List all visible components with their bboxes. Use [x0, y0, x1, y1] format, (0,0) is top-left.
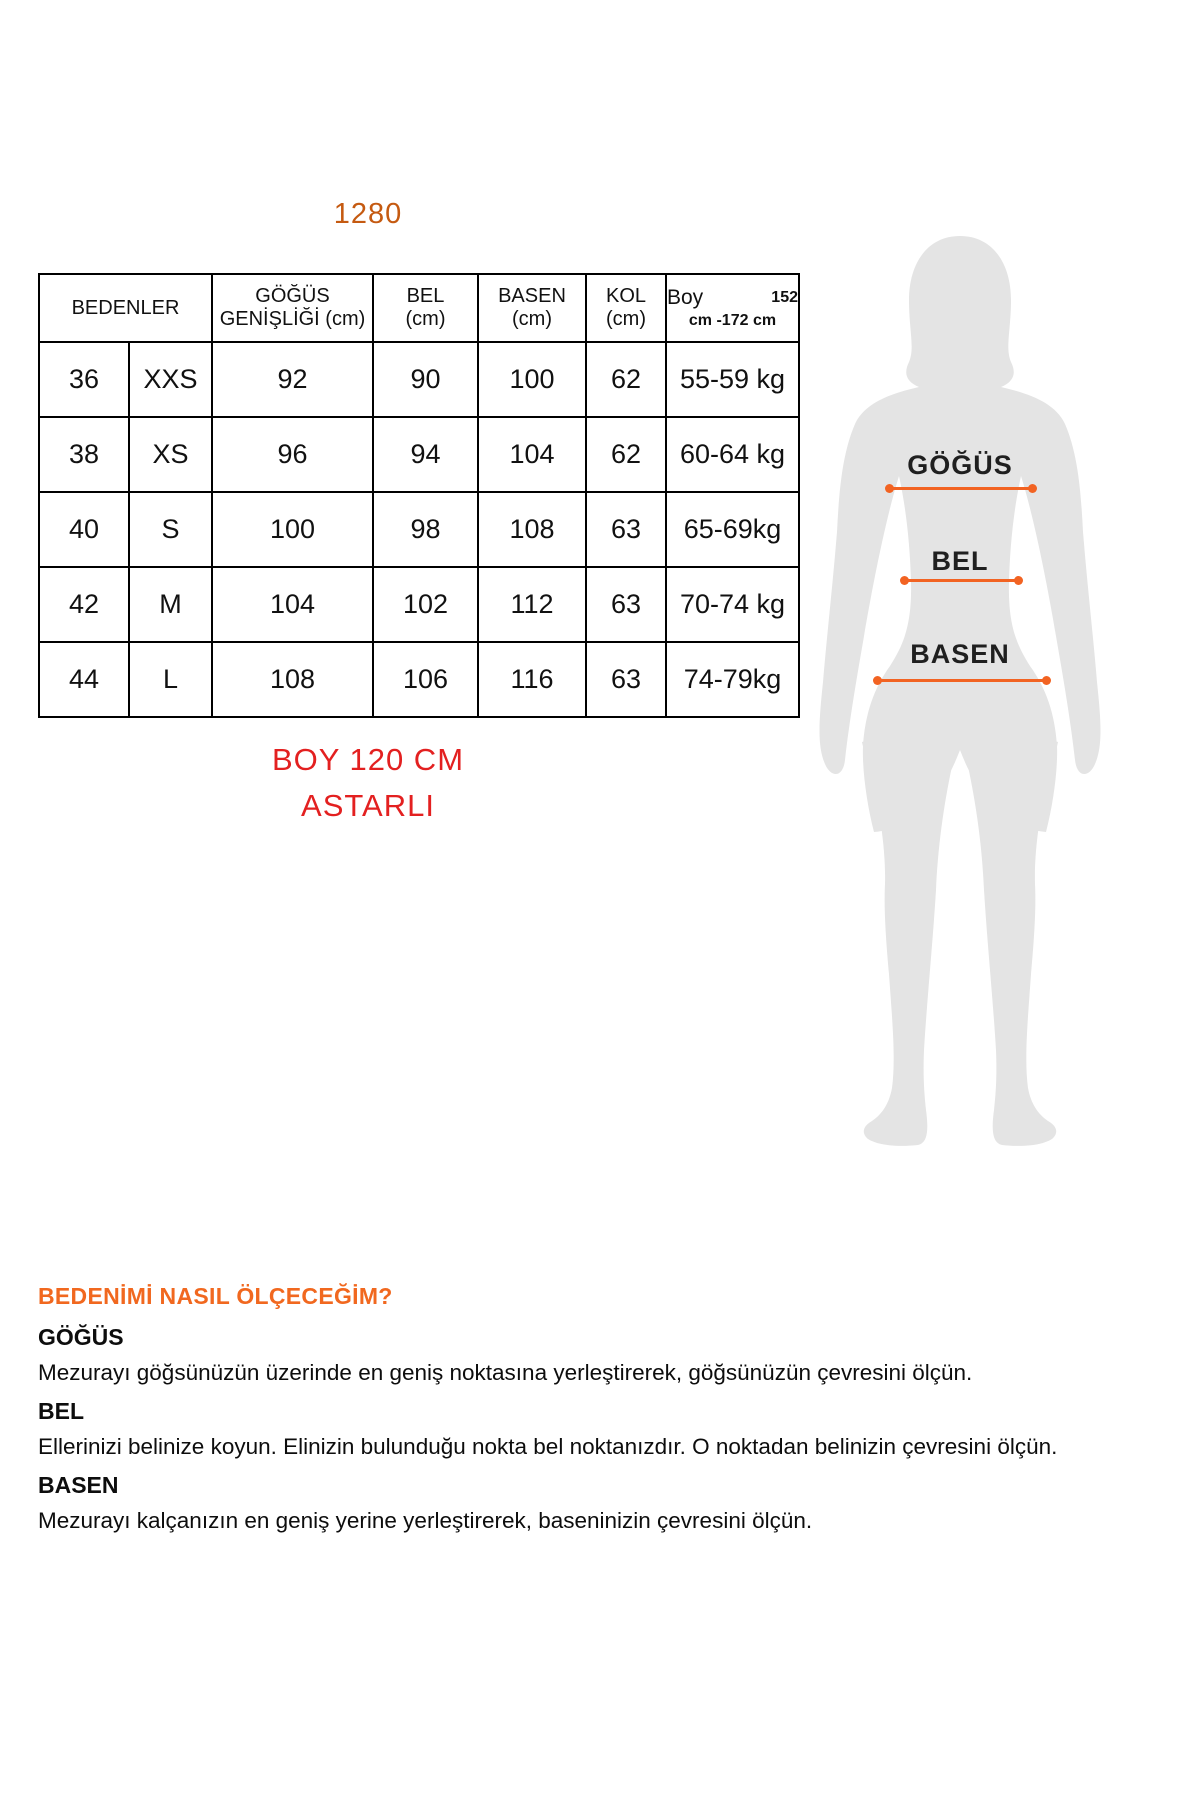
- length-note-line2: ASTARLI: [301, 788, 435, 823]
- table-cell: 55-59 kg: [666, 342, 799, 417]
- header-row: [39, 274, 799, 342]
- chest-measure-line: [888, 487, 1034, 490]
- table-cell: 106: [373, 642, 478, 717]
- header-height-range: cm -172 cm: [688, 311, 777, 329]
- table-cell: L: [129, 642, 212, 717]
- header-waist-line1: BEL: [406, 285, 445, 307]
- header-chest-line2: GENİŞLİĞİ (cm): [219, 308, 366, 330]
- length-note-line1: BOY 120 CM: [271, 742, 465, 777]
- product-code-title: 1280: [333, 198, 403, 230]
- table-cell: 100: [478, 342, 586, 417]
- table-row: [39, 642, 799, 717]
- guide-waist-title: BEL: [38, 1397, 84, 1424]
- header-hip: BASEN (cm): [478, 274, 586, 342]
- table-row: [39, 417, 799, 492]
- table-cell: S: [129, 492, 212, 567]
- table-row: [39, 342, 799, 417]
- measuring-guide: [38, 1283, 1164, 1540]
- table-row: [39, 567, 799, 642]
- table-cell: 96: [212, 417, 373, 492]
- table-cell: M: [129, 567, 212, 642]
- table-cell: 108: [478, 492, 586, 567]
- guide-chest-title: GÖĞÜS: [38, 1324, 124, 1350]
- line-endpoint-dot: [1028, 484, 1037, 493]
- table-cell: 104: [212, 567, 373, 642]
- line-endpoint-dot: [900, 576, 909, 585]
- hip-measure-line: [876, 679, 1048, 682]
- size-table: [38, 273, 800, 718]
- table-cell: 92: [212, 342, 373, 417]
- table-cell: 74-79kg: [666, 642, 799, 717]
- table-row: [39, 492, 799, 567]
- header-height-value: 152: [771, 288, 798, 306]
- table-cell: 108: [212, 642, 373, 717]
- line-endpoint-dot: [873, 676, 882, 685]
- header-arm-line1: KOL: [605, 285, 647, 307]
- table-cell: 70-74 kg: [666, 567, 799, 642]
- guide-waist-text: Ellerinizi belinize koyun. Elinizin bulunduğu nokta bel noktanızdır. O noktadan belinizin çevresini ölçün.: [38, 1433, 1058, 1459]
- table-cell: 102: [373, 567, 478, 642]
- header-arm: [586, 274, 666, 342]
- table-cell: 63: [586, 642, 666, 717]
- table-cell: 60-64 kg: [666, 417, 799, 492]
- header-sizes: BEDENLER: [39, 274, 212, 342]
- guide-heading: BEDENİMİ NASIL ÖLÇECEĞİM?: [38, 1283, 393, 1309]
- table-cell: 116: [478, 642, 586, 717]
- table-cell: XXS: [129, 342, 212, 417]
- table-cell: 63: [586, 567, 666, 642]
- table-cell: 40: [39, 492, 129, 567]
- female-body-silhouette: [760, 230, 1160, 1150]
- figure-waist-label: BEL: [931, 546, 989, 576]
- table-cell: 94: [373, 417, 478, 492]
- table-cell: 112: [478, 567, 586, 642]
- measurement-figure: [760, 230, 1160, 1150]
- line-endpoint-dot: [1014, 576, 1023, 585]
- guide-chest-text: Mezurayı göğsünüzün üzerinde en geniş noktasına yerleştirerek, göğsünüzün çevresini ölçün.: [38, 1360, 973, 1385]
- guide-hip-title: BASEN: [38, 1471, 119, 1498]
- figure-chest-label: GÖĞÜS: [907, 450, 1013, 480]
- table-cell: 42: [39, 567, 129, 642]
- header-waist-line2: (cm): [405, 308, 446, 330]
- table-cell: 90: [373, 342, 478, 417]
- table-cell: 38: [39, 417, 129, 492]
- table-cell: 62: [586, 342, 666, 417]
- line-endpoint-dot: [885, 484, 894, 493]
- waist-measure-line: [903, 579, 1020, 582]
- header-waist: [373, 274, 478, 342]
- table-cell: XS: [129, 417, 212, 492]
- header-height-label: Boy: [667, 285, 704, 309]
- table-cell: 63: [586, 492, 666, 567]
- header-chest-line1: GÖĞÜS: [255, 285, 330, 307]
- table-cell: 44: [39, 642, 129, 717]
- length-note: [38, 737, 698, 829]
- table-cell: 36: [39, 342, 129, 417]
- table-cell: 62: [586, 417, 666, 492]
- line-endpoint-dot: [1042, 676, 1051, 685]
- guide-hip-text: Mezurayı kalçanızın en geniş yerine yerleştirerek, baseninizin çevresini ölçün.: [38, 1507, 813, 1533]
- header-arm-line2: (cm): [606, 308, 646, 330]
- table-cell: 98: [373, 492, 478, 567]
- table-cell: 104: [478, 417, 586, 492]
- table-cell: 65-69kg: [666, 492, 799, 567]
- table-cell: 100: [212, 492, 373, 567]
- figure-hip-label: BASEN: [910, 639, 1010, 669]
- header-chest: [212, 274, 373, 342]
